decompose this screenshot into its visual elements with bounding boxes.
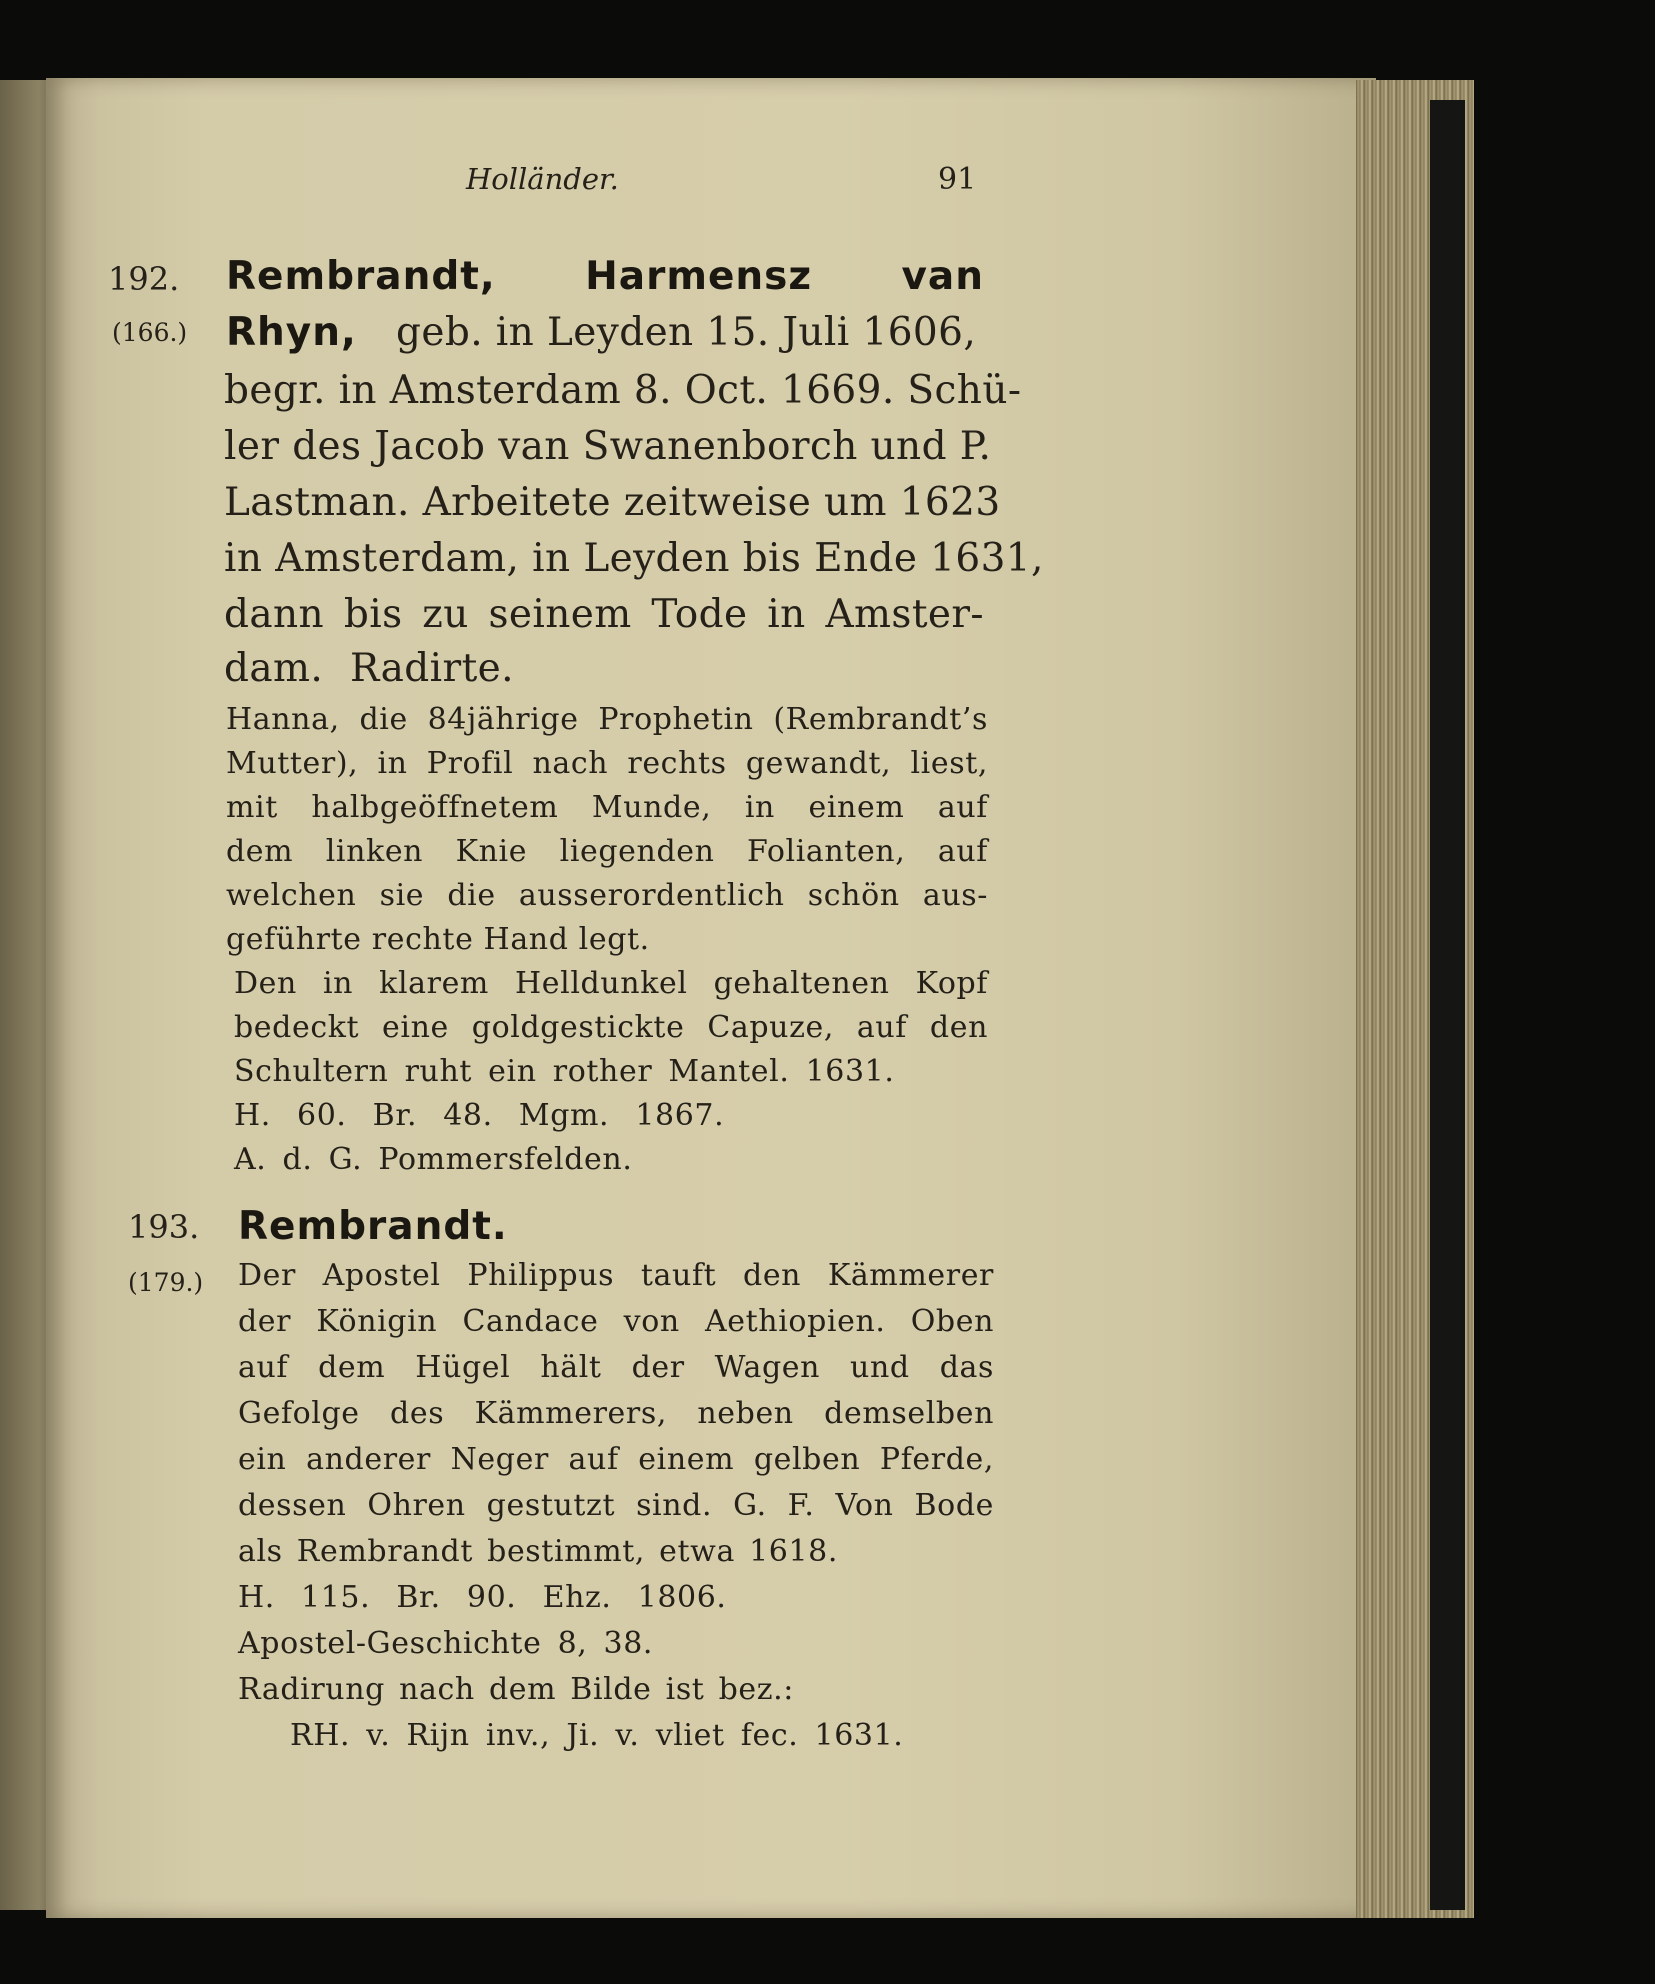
description-line: der Königin Candace von Aethiopien. Oben (238, 1304, 994, 1339)
description-line: H. 60. Br. 48. Mgm. 1867. (234, 1098, 725, 1133)
description-line: Hanna, die 84jährige Prophetin (Rembrandt’s (226, 702, 988, 737)
description-line: dessen Ohren gestutzt sind. G. F. Von Bode (238, 1488, 994, 1523)
artist-name-continuation: Rhyn, (226, 310, 357, 355)
entry-number: 193. (128, 1208, 200, 1246)
book-cover-edge (1430, 100, 1465, 1910)
description-line: auf dem Hügel hält der Wagen und das (238, 1350, 994, 1385)
bio-line: geb. in Leyden 15. Juli 1606, (396, 310, 977, 355)
description-line: RH. v. Rijn inv., Ji. v. vliet fec. 1631. (290, 1718, 904, 1753)
description-line: Gefolge des Kämmerers, neben demselben (238, 1396, 994, 1431)
entry-number: 192. (108, 260, 180, 298)
bio-line: dann bis zu seinem Tode in Amster- (224, 592, 984, 637)
description-line: Schultern ruht ein rother Mantel. 1631. (234, 1054, 895, 1089)
description-line: dem linken Knie liegenden Folianten, auf (226, 834, 988, 869)
artist-name: Rembrandt. (238, 1204, 508, 1249)
description-line: Den in klarem Helldunkel gehaltenen Kopf (234, 966, 988, 1001)
bio-line: Lastman. Arbeitete zeitweise um 1623 (224, 480, 1001, 525)
description-line: geführte rechte Hand legt. (226, 922, 650, 957)
artist-name: Rembrandt, Harmensz van (226, 254, 984, 299)
bio-line: begr. in Amsterdam 8. Oct. 1669. Schü- (224, 368, 1022, 413)
description-line: als Rembrandt bestimmt, etwa 1618. (238, 1534, 838, 1569)
description-line: Der Apostel Philippus tauft den Kämmerer (238, 1258, 994, 1293)
bio-line: ler des Jacob van Swanenborch und P. (224, 424, 992, 469)
description-line: Apostel-Geschichte 8, 38. (238, 1626, 654, 1661)
running-header: Holländer. (466, 162, 619, 196)
description-line: H. 115. Br. 90. Ehz. 1806. (238, 1580, 727, 1615)
description-line: mit halbgeöffnetem Munde, in einem auf (226, 790, 988, 825)
entry-reference: (179.) (128, 1268, 204, 1297)
page-number: 91 (938, 162, 977, 197)
description-line: A. d. G. Pommersfelden. (234, 1142, 633, 1177)
description-line: bedeckt eine goldgestickte Capuze, auf den (234, 1010, 988, 1045)
description-line: Radirung nach dem Bilde ist bez.: (238, 1672, 795, 1707)
description-line: welchen sie die ausserordentlich schön aus- (226, 878, 988, 913)
entry-reference: (166.) (112, 318, 188, 347)
bio-line: dam. Radirte. (224, 646, 514, 691)
description-line: ein anderer Neger auf einem gelben Pferde, (238, 1442, 994, 1477)
bio-line: in Amsterdam, in Leyden bis Ende 1631, (224, 536, 1044, 581)
description-line: Mutter), in Profil nach rechts gewandt, liest, (226, 746, 988, 781)
